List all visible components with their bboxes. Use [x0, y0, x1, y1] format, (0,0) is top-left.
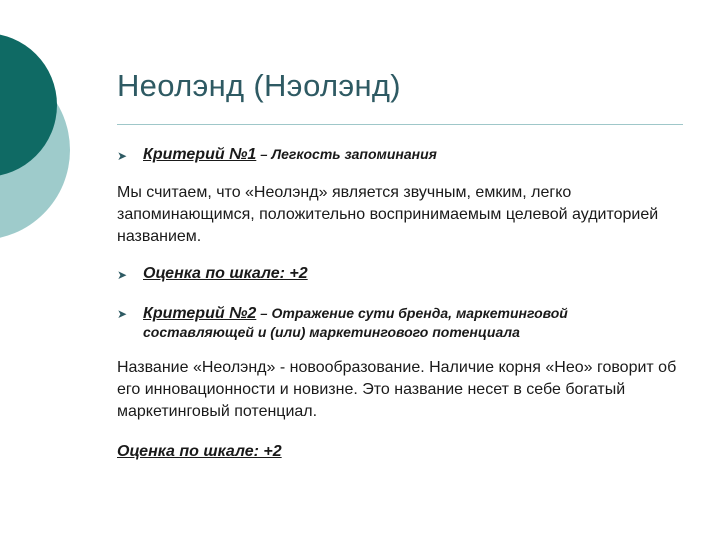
bullet-score-1 — [117, 265, 677, 285]
score-1: Оценка по шкале: +2 — [143, 265, 308, 282]
paragraph-2: Название «Неолэнд» - новообразование. Наличие корня «Нео» говорит об его инновационности и новизне. Это название несет в себе богатый маркетинговый потенциал. — [117, 359, 677, 420]
criterion-2 — [143, 304, 677, 342]
criterion-2-heading: Критерий №2 — [143, 305, 257, 322]
criterion-1-heading: Критерий №1 — [143, 146, 257, 163]
paragraph-1: Мы считаем, что «Неолэнд» является звучным, емким, легко запоминающимся, положительно воспринимаемым целевой аудиторией названием. — [117, 184, 659, 245]
arrowhead-icon: ➤ — [117, 268, 128, 282]
criterion-1 — [143, 146, 437, 164]
score-2: Оценка по шкале: +2 — [117, 443, 282, 460]
arrowhead-icon: ➤ — [117, 307, 128, 321]
slide-title: Неолэнд (Нэолэнд) — [117, 68, 401, 103]
bullet-criterion-1 — [117, 146, 677, 166]
arrowhead-icon: ➤ — [117, 149, 128, 163]
decorative-circles — [0, 0, 120, 300]
title-divider — [117, 124, 683, 125]
bullet-criterion-2 — [117, 304, 677, 342]
criterion-1-dash: – — [260, 147, 268, 162]
criterion-1-description: Легкость запоминания — [271, 146, 437, 162]
criterion-2-description: Отражение сути бренда, маркетинговой составляющей и (или) маркетингового потенциала — [143, 305, 568, 340]
criterion-2-dash: – — [260, 306, 268, 321]
